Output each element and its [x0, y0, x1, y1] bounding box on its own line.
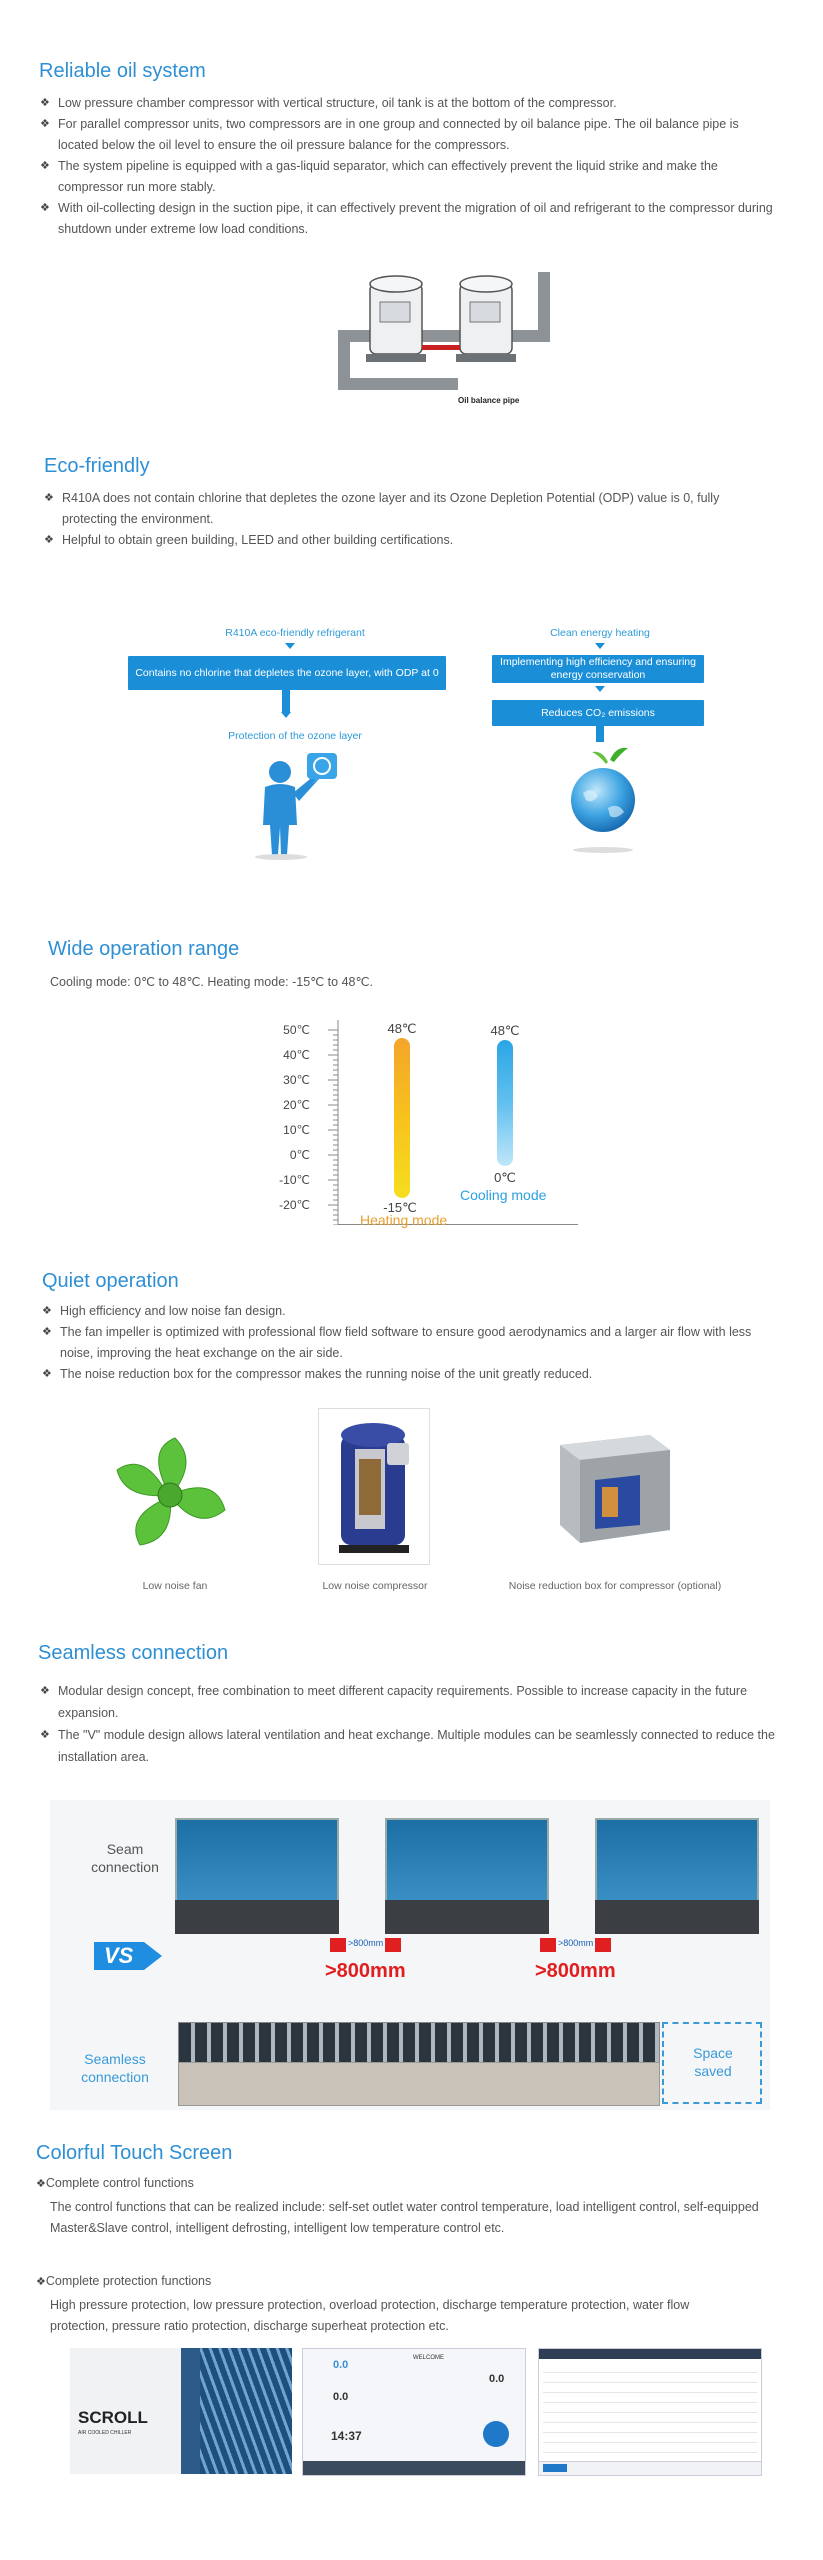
eco-right-label: Clean energy heating	[550, 627, 650, 639]
space-saved-label: Space saved	[693, 2045, 733, 2079]
section-title-quiet: Quiet operation	[42, 1270, 179, 1292]
arrow-down-icon	[282, 690, 290, 712]
range-text: Cooling mode: 0℃ to 48℃. Heating mode: -15℃ to 48℃.	[50, 975, 373, 989]
heat-top-label: 48℃	[387, 1021, 417, 1036]
tick-label: 10℃	[283, 1123, 310, 1137]
person-with-recycle-icon	[245, 745, 345, 860]
list-item: ❖ For parallel compressor units, two compressors are in one group and connected by oil balance pipe. The oil balance pipe is located below the oil level to ensure the oil pressure balance for the compressors.	[40, 114, 780, 156]
tick-label: 20℃	[283, 1098, 310, 1112]
gap-big-label: >800mm	[325, 1960, 406, 1982]
gap-big-label: >800mm	[535, 1960, 616, 1982]
control-heading: ❖Complete control functions	[36, 2176, 194, 2190]
noise-reduction-box-image	[540, 1425, 685, 1555]
diamond-bullet-icon: ❖	[40, 1729, 50, 1741]
cooling-range-bar	[497, 1040, 513, 1166]
diamond-bullet-icon: ❖	[44, 492, 54, 504]
diamond-bullet-icon: ❖	[40, 1685, 50, 1697]
section-title-seamless: Seamless connection	[38, 1642, 229, 1664]
chiller-base	[385, 1900, 549, 1934]
list-item: ❖ High efficiency and low noise fan design.	[42, 1301, 787, 1322]
noise-box-caption: Noise reduction box for compressor (optional)	[508, 1580, 722, 1592]
arrow-left-icon	[595, 1938, 611, 1952]
arrow-down-icon	[285, 643, 295, 649]
chiller-module	[385, 1818, 549, 1904]
protection-text: High pressure protection, low pressure protection, overload protection, discharge temperature protection, water flow protection, pressure ratio protection, discharge superheat protection etc.	[50, 2298, 690, 2333]
tick-label: -20℃	[279, 1198, 310, 1212]
touch-screen-log	[538, 2348, 762, 2476]
control-text: The control functions that can be realized include: self-set outlet water control temperature, load intelligent control, self-equipped Master&Slave control, intelligent defrosting, intelligent low temperature control etc.	[50, 2200, 759, 2235]
chiller-base	[595, 1900, 759, 1934]
heating-mode-label: Heating mode	[360, 1212, 448, 1228]
eco-left-label: R410A eco-friendly refrigerant	[225, 627, 365, 639]
log-tab-active[interactable]	[543, 2464, 567, 2472]
oil-balance-pipe-label: Oil balance pipe	[458, 396, 520, 405]
splash-graphic	[200, 2348, 292, 2474]
arrow-left-icon	[385, 1938, 401, 1952]
section-title-eco: Eco-friendly	[44, 455, 150, 477]
list-item: ❖ Low pressure chamber compressor with vertical structure, oil tank is at the bottom of the compressor.	[40, 93, 780, 114]
cooling-mode-label: Cooling mode	[460, 1187, 547, 1203]
compressor-pair-illustration	[330, 262, 570, 412]
protection-heading: ❖Complete protection functions	[36, 2274, 212, 2288]
arrow-down-icon	[595, 686, 605, 692]
diamond-bullet-icon: ❖	[36, 2276, 46, 2288]
status-time: 14:37	[331, 2429, 362, 2443]
list-item: ❖ Helpful to obtain green building, LEED and other building certifications.	[44, 530, 744, 551]
temperature-chart	[270, 1010, 590, 1230]
arrow-down-icon	[595, 643, 605, 649]
diamond-bullet-icon: ❖	[42, 1326, 52, 1338]
cool-bottom-label: 0℃	[494, 1170, 516, 1185]
section-title-touch: Colorful Touch Screen	[36, 2142, 233, 2164]
gap-small-label: >800mm	[348, 1938, 384, 1948]
vs-label: VS	[104, 1943, 134, 1968]
quiet-bullet-list	[42, 1301, 787, 1385]
eco-left-box: Contains no chlorine that depletes the ozone layer, with ODP at 0	[128, 656, 446, 690]
diamond-bullet-icon: ❖	[42, 1368, 52, 1380]
thermometer-scale	[312, 1020, 342, 1225]
list-item: ❖ With oil-collecting design in the suction pipe, it can effectively prevent the migration of oil and refrigerant to the compressor during shutdown under extreme low load conditions.	[40, 198, 780, 240]
status-bottom-bar	[303, 2461, 525, 2475]
list-item: ❖ The fan impeller is optimized with professional flow field software to ensure good aerodynamics and a larger air flow with less noise, improving the heat exchange on the air side.	[42, 1322, 787, 1364]
splash-subtitle: AIR COOLED CHILLER	[78, 2430, 132, 2436]
seamless-illustration	[50, 1800, 770, 2110]
tick-label: 0℃	[289, 1148, 310, 1162]
arrow-right-icon	[540, 1938, 556, 1952]
low-noise-fan-image	[105, 1430, 235, 1560]
status-icon	[483, 2421, 509, 2447]
chiller-module	[595, 1818, 759, 1904]
compressor-caption: Low noise compressor	[322, 1580, 428, 1592]
gap-small-label: >800mm	[558, 1938, 594, 1948]
oil-bullet-list	[40, 93, 780, 240]
touch-screen-status	[302, 2348, 526, 2476]
status-value: 0.0	[333, 2391, 349, 2403]
diamond-bullet-icon: ❖	[40, 160, 50, 172]
section-title-oil: Reliable oil system	[39, 60, 206, 82]
log-header-bar	[539, 2349, 761, 2359]
arrow-right-icon	[330, 1938, 346, 1952]
status-value: 0.0	[333, 2359, 349, 2371]
seamless-module-base	[178, 2062, 660, 2106]
eco-right-box-2: Reduces CO₂ emissions	[492, 700, 704, 726]
vs-badge	[94, 1938, 164, 1974]
eco-left-result: Protection of the ozone layer	[228, 730, 362, 742]
diamond-bullet-icon: ❖	[42, 1305, 52, 1317]
arrow-down-icon	[281, 712, 291, 718]
tick-label: 40℃	[283, 1048, 310, 1062]
touch-screen-splash	[70, 2348, 292, 2474]
tick-label: -10℃	[279, 1173, 310, 1187]
chiller-module	[175, 1818, 339, 1904]
diamond-bullet-icon: ❖	[44, 534, 54, 546]
fan-caption: Low noise fan	[142, 1580, 208, 1592]
section-title-range: Wide operation range	[48, 938, 240, 960]
tick-label: 30℃	[283, 1073, 310, 1087]
seamless-bullet-list	[40, 1680, 778, 1768]
diamond-bullet-icon: ❖	[40, 97, 50, 109]
tick-label: 50℃	[283, 1023, 310, 1037]
diamond-bullet-icon: ❖	[36, 2178, 46, 2190]
seam-connection-label: Seam connection	[91, 1841, 159, 1875]
eco-bullet-list	[44, 488, 744, 551]
status-header: WELCOME	[413, 2355, 445, 2361]
list-item: ❖ The system pipeline is equipped with a gas-liquid separator, which can effectively prevent the liquid strike and make the compressor run more stably.	[40, 156, 780, 198]
log-tab-bar	[539, 2461, 761, 2476]
eco-right-box-1: Implementing high efficiency and ensuring energy conservation	[492, 655, 704, 683]
diamond-bullet-icon: ❖	[40, 118, 50, 130]
heating-range-bar	[394, 1038, 410, 1198]
low-noise-compressor-image	[318, 1408, 430, 1565]
list-item: ❖ R410A does not contain chlorine that depletes the ozone layer and its Ozone Depletion Potential (ODP) value is 0, fully protecting the environment.	[44, 488, 744, 530]
status-value: 0.0	[489, 2373, 505, 2385]
list-item: ❖ The noise reduction box for the compressor makes the running noise of the unit greatly reduced.	[42, 1364, 787, 1385]
oil-balance-diagram	[330, 262, 570, 412]
seamless-connection-label: Seamless connection	[81, 2051, 149, 2085]
list-item: ❖ Modular design concept, free combination to meet different capacity requirements. Possible to increase capacity in the future expansion.	[40, 1680, 778, 1724]
heat-bottom-label: -15℃	[383, 1200, 417, 1215]
chiller-base	[175, 1900, 339, 1934]
globe-icon	[558, 738, 648, 858]
list-item: ❖ The "V" module design allows lateral ventilation and heat exchange. Multiple modules can be seamlessly connected to reduce the installation area.	[40, 1724, 778, 1768]
log-rows	[543, 2363, 757, 2453]
cool-top-label: 48℃	[490, 1023, 520, 1038]
splash-title: SCROLL	[78, 2408, 148, 2427]
diamond-bullet-icon: ❖	[40, 202, 50, 214]
